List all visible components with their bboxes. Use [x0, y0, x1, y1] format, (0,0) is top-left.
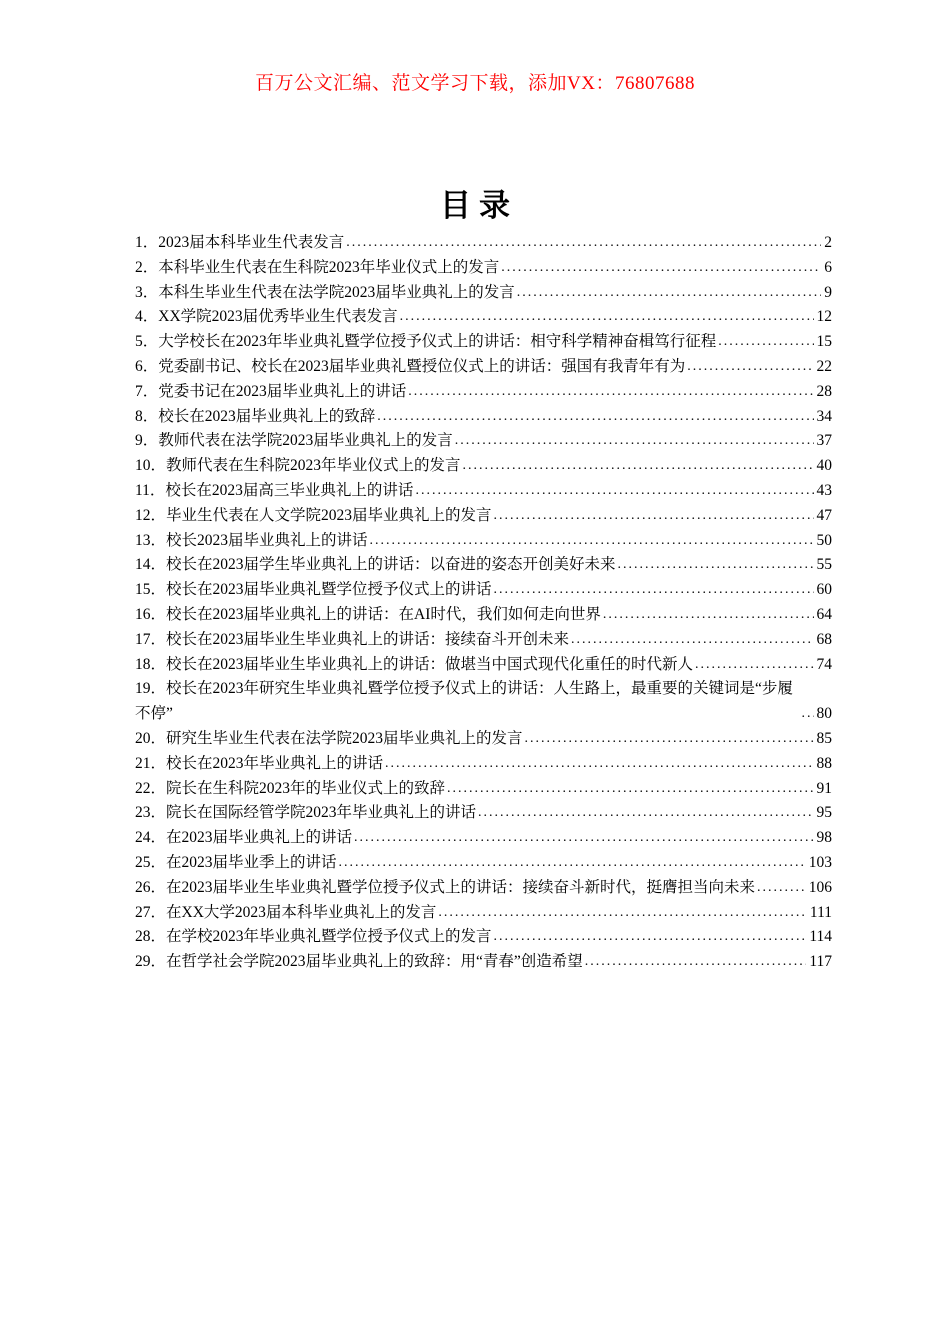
toc-leader-dots: [461, 454, 814, 479]
toc-leader-dots: [716, 330, 813, 355]
toc-entry-label: 4．XX学院2023届优秀毕业生代表发言: [135, 308, 398, 326]
toc-entry[interactable]: [135, 727, 832, 752]
toc-leader-dots: [499, 256, 821, 281]
toc-entry-label: 15．校长在2023届毕业典礼暨学位授予仪式上的讲话: [135, 581, 492, 599]
toc-leader-dots: [453, 429, 814, 454]
toc-leader-dots: [368, 529, 814, 554]
toc-leader-dots: [523, 727, 814, 752]
toc-entry-label: 9．教师代表在法学院2023届毕业典礼上的发言: [135, 432, 453, 450]
toc-leader-dots: [398, 305, 814, 330]
toc-entry[interactable]: [135, 305, 832, 330]
toc-entry-label: 2．本科毕业生代表在生科院2023年毕业仪式上的发言: [135, 258, 500, 276]
toc-entry[interactable]: [135, 901, 832, 926]
toc-entry-label: 18．校长在2023届毕业生毕业典礼上的讲话：做堪当中国式现代化重任的时代新人: [135, 655, 694, 673]
toc-leader-dots: [406, 380, 813, 405]
toc-leader-dots: [337, 851, 806, 876]
toc-entry-page: 114: [809, 928, 832, 946]
toc-entry-page: 85: [816, 729, 832, 747]
toc-entry-page: 64: [816, 605, 832, 623]
toc-leader-dots: [476, 801, 813, 826]
toc-leader-dots: [616, 553, 814, 578]
toc-leader-dots: [685, 355, 813, 380]
toc-entry[interactable]: [135, 529, 832, 554]
toc-entry-label: 6．党委副书记、校长在2023届毕业典礼暨授位仪式上的讲话：强国有我青年有为: [135, 357, 686, 375]
toc-leader-dots: [352, 826, 813, 851]
toc-entry-label: 21．校长在2023年毕业典礼上的讲话: [135, 754, 384, 772]
toc-entry-label: 12．毕业生代表在人文学院2023届毕业典礼上的发言: [135, 506, 492, 524]
toc-entry[interactable]: [135, 653, 832, 678]
toc-entry-label: 11．校长在2023届高三毕业典礼上的讲话: [135, 481, 414, 499]
toc-leader-dots: [492, 504, 814, 529]
toc-entry-label: 23．院长在国际经管学院2023年毕业典礼上的讲话: [135, 804, 477, 822]
toc-entry[interactable]: [135, 479, 832, 504]
toc-entry-label: 20．研究生毕业生代表在法学院2023届毕业典礼上的发言: [135, 729, 523, 747]
toc-leader-dots: [569, 628, 813, 653]
toc-entry-page: 43: [816, 481, 832, 499]
toc-entry[interactable]: [135, 454, 832, 479]
toc-entry[interactable]: [135, 380, 832, 405]
toc-entry-label: 29．在哲学社会学院2023届毕业典礼上的致辞：用“青春”创造希望: [135, 953, 583, 971]
toc-entry[interactable]: [135, 578, 832, 603]
toc-entry-label: 5．大学校长在2023年毕业典礼暨学位授予仪式上的讲话：相守科学精神奋楫笃行征程: [135, 333, 717, 351]
toc-leader-dots: [492, 925, 807, 950]
toc-entry[interactable]: [135, 752, 832, 777]
toc-entry-label: 27．在XX大学2023届本科毕业典礼上的发言: [135, 903, 437, 921]
toc-entry-page: 60: [816, 581, 832, 599]
toc-leader-dots: [583, 950, 807, 975]
toc-entry-label: 16．校长在2023届毕业典礼上的讲话：在AI时代，我们如何走向世界: [135, 605, 601, 623]
toc-entry-page: 111: [809, 903, 832, 921]
toc-entry-page: 91: [816, 779, 832, 797]
toc-entry-page: 50: [816, 531, 832, 549]
toc-entry-page: 80: [816, 705, 832, 723]
toc-entry[interactable]: [135, 281, 832, 306]
toc-leader-dots: [383, 752, 813, 777]
toc-leader-dots: [693, 653, 813, 678]
toc-entry-page: 28: [816, 382, 832, 400]
toc-entry[interactable]: [135, 405, 832, 430]
toc-entry-page: 98: [816, 829, 832, 847]
toc-entry[interactable]: [135, 256, 832, 281]
toc-leader-dots: [413, 479, 813, 504]
toc-entry-label: 14．校长在2023届学生毕业典礼上的讲话：以奋进的姿态开创美好未来: [135, 556, 616, 574]
toc-entry-page: 47: [816, 506, 832, 524]
toc-entry-page: 9: [824, 283, 832, 301]
toc-leader-dots: [515, 281, 821, 306]
toc-leader-dots: [375, 405, 813, 430]
toc-leader-dots: [445, 777, 813, 802]
toc-entry-label: 13．校长2023届毕业典礼上的讲话: [135, 531, 368, 549]
toc-entry-label: 22．院长在生科院2023年的毕业仪式上的致辞: [135, 779, 446, 797]
toc-entry-label: 24．在2023届毕业典礼上的讲话: [135, 829, 353, 847]
toc-entry-label: 17．校长在2023届毕业生毕业典礼上的讲话：接续奋斗开创未来: [135, 630, 570, 648]
toc-entry[interactable]: [135, 851, 832, 876]
toc-entry[interactable]: [135, 553, 832, 578]
toc-entry-page: 34: [816, 407, 832, 425]
toc-leader-dots: [755, 876, 806, 901]
toc-entry-page: 106: [808, 878, 832, 896]
toc-entry[interactable]: [135, 925, 832, 950]
toc-entry-label: 25．在2023届毕业季上的讲话: [135, 853, 337, 871]
toc-entry-page: 117: [809, 953, 832, 971]
toc-entry-label: 3．本科生毕业生代表在法学院2023届毕业典礼上的发言: [135, 283, 515, 301]
toc-entry-label: 8．校长在2023届毕业典礼上的致辞: [135, 407, 376, 425]
toc-entry-label: 26．在2023届毕业生毕业典礼暨学位授予仪式上的讲话：接续奋斗新时代，挺膺担当向未来: [135, 878, 756, 896]
toc-entry-page: 37: [816, 432, 832, 450]
toc-leader-dots: [601, 603, 814, 628]
toc-entry-page: 15: [816, 333, 832, 351]
toc-entry-page: 6: [824, 258, 832, 276]
toc-entry[interactable]: [135, 950, 832, 975]
toc-entry[interactable]: [135, 677, 832, 727]
toc-entry-label: 10．教师代表在生科院2023年毕业仪式上的发言: [135, 457, 461, 475]
toc-entry-page: 40: [816, 457, 832, 475]
toc-entry[interactable]: [135, 826, 832, 851]
toc-entry[interactable]: [135, 355, 832, 380]
toc-leader-dots: [492, 578, 814, 603]
toc-entry[interactable]: [135, 429, 832, 454]
toc-entry[interactable]: [135, 628, 832, 653]
toc-leader-dots: [436, 901, 807, 926]
toc-title: 目录: [440, 188, 518, 223]
toc-entry-page: 88: [816, 754, 832, 772]
toc-entry-page: 2: [824, 234, 832, 251]
toc-entry-label: 1．2023届本科毕业生代表发言: [135, 234, 345, 251]
toc-entry[interactable]: [135, 801, 832, 826]
promo-header: 百万公文汇编、范文学习下载，添加VX：76807688: [255, 73, 695, 94]
toc-leader-dots: [344, 231, 821, 256]
toc-entry[interactable]: [135, 603, 832, 628]
toc-entry-label: 28．在学校2023年毕业典礼暨学位授予仪式上的发言: [135, 928, 492, 946]
toc-entry[interactable]: [135, 231, 832, 256]
toc-entry-label: 19．校长在2023年研究生毕业典礼暨学位授予仪式上的讲话：人生路上，最重要的关键词是“步履不停”: [135, 680, 793, 723]
toc-entry-page: 68: [816, 630, 832, 648]
toc-entry-page: 22: [816, 357, 832, 375]
toc-entry[interactable]: [135, 777, 832, 802]
toc-entry[interactable]: [135, 330, 832, 355]
toc-entry-page: 12: [816, 308, 832, 326]
toc-entry-page: 103: [808, 853, 832, 871]
toc-entry[interactable]: [135, 876, 832, 901]
toc-leader-dots: [800, 702, 814, 727]
toc-entry-label: 7．党委书记在2023届毕业典礼上的讲话: [135, 382, 407, 400]
toc-entry-page: 55: [816, 556, 832, 574]
toc-list: [135, 231, 832, 975]
toc-entry[interactable]: [135, 504, 832, 529]
toc-entry-page: 74: [816, 655, 832, 673]
toc-entry-page: 95: [816, 804, 832, 822]
